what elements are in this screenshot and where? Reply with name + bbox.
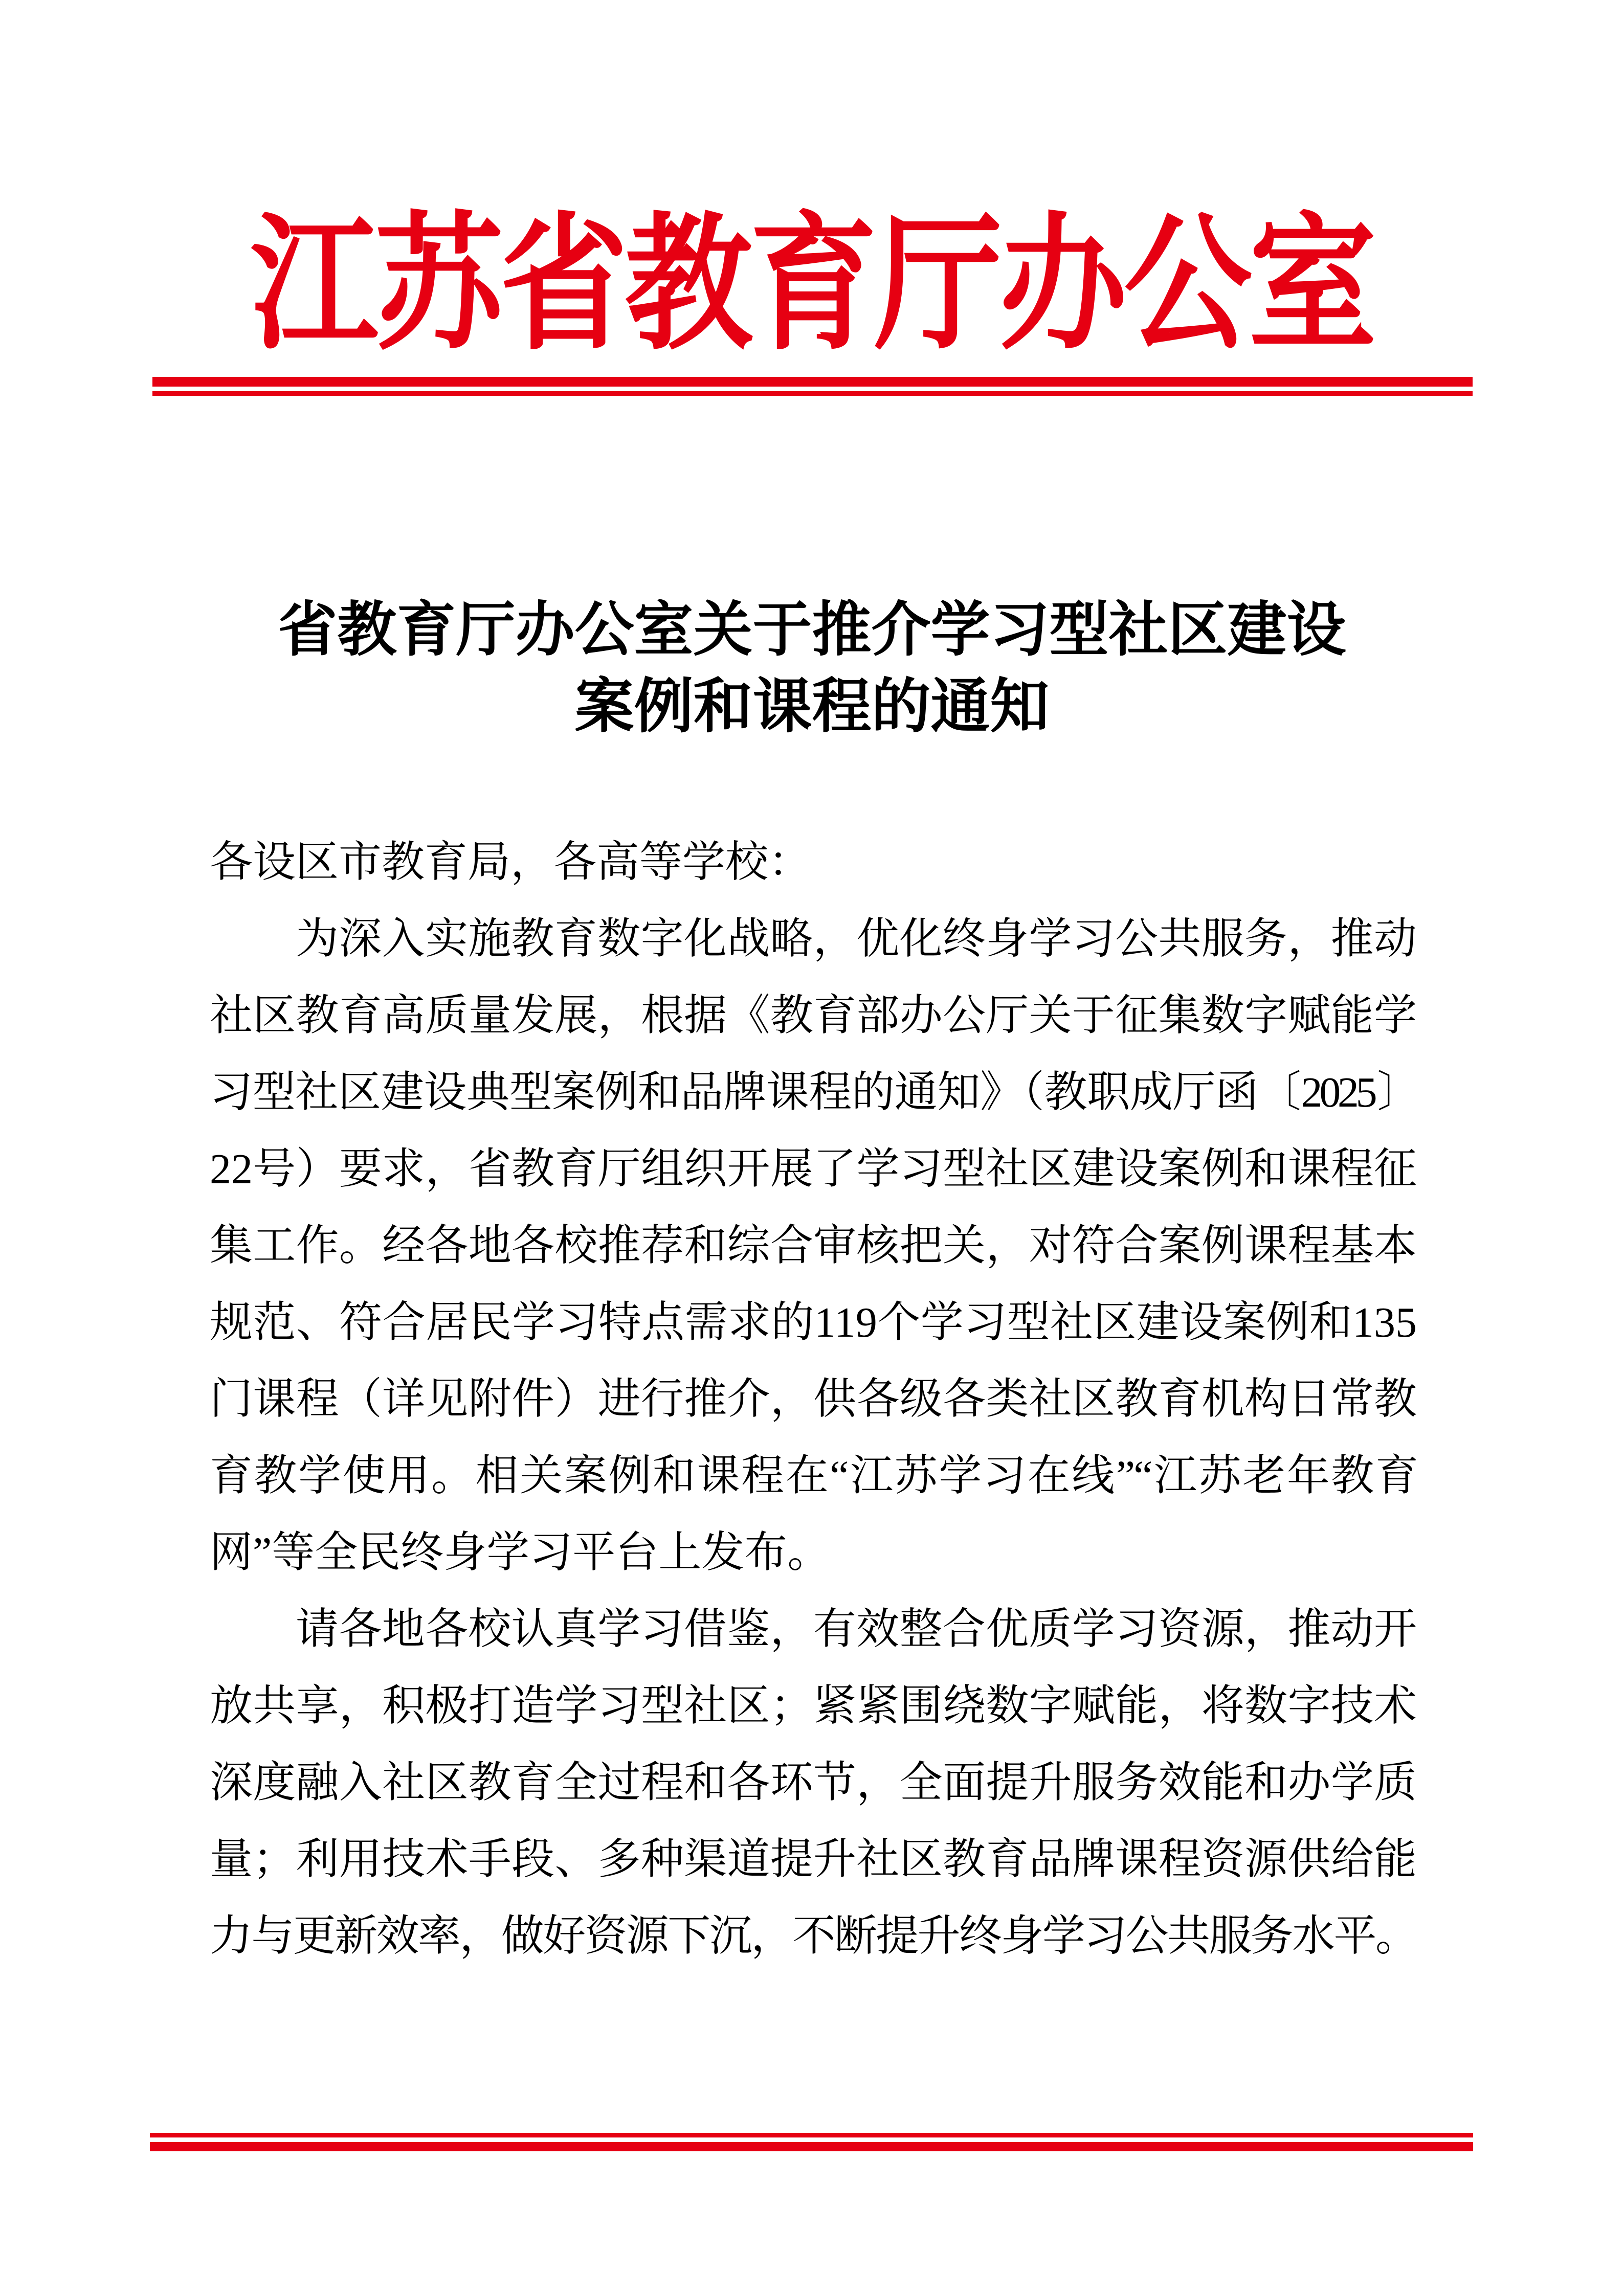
body-line: 集工作。经各地各校推荐和综合审核把关，对符合案例课程基本 (210, 1222, 1417, 1270)
salutation: 各设区市教育局，各高等学校： (210, 839, 812, 886)
body-line: 社区教育高质量发展，根据《教育部办公厅关于征集数字赋能学 (210, 992, 1417, 1040)
footer-rule-thick (150, 2142, 1473, 2151)
body-line: 深度融入社区教育全过程和各环节，全面提升服务效能和办学质 (210, 1759, 1417, 1807)
letterhead-rule-thick (152, 377, 1473, 387)
body-line: 为深入实施教育数字化战略，优化终身学习公共服务，推动 (296, 915, 1417, 963)
letterhead-rule-thin (152, 391, 1473, 396)
body-line: 力与更新效率，做好资源下沉，不断提升终身学习公共服务水平。 (210, 1912, 1417, 1960)
body-line: 放共享，积极打造学习型社区；紧紧围绕数字赋能，将数字技术 (210, 1682, 1417, 1730)
body-line: 习型社区建设典型案例和品牌课程的通知》（教职成厅函〔2025〕 (210, 1069, 1417, 1116)
footer-rule-thin (150, 2133, 1473, 2137)
body-line: 网”等全民终身学习平台上发布。 (210, 1529, 831, 1577)
body-line: 规范、符合居民学习特点需求的119个学习型社区建设案例和135 (210, 1299, 1417, 1346)
body-line: 请各地各校认真学习借鉴，有效整合优质学习资源，推动开 (296, 1606, 1417, 1653)
document-title (0, 592, 1624, 746)
document-title-line-2: 案例和课程的通知 (574, 674, 1050, 740)
body-line: 门课程（详见附件）进行推介，供各级各类社区教育机构日常教 (210, 1376, 1417, 1423)
body-line: 育教学使用。相关案例和课程在“江苏学习在线”“江苏老年教育 (210, 1452, 1417, 1500)
body-line: 22号）要求，省教育厅组织开展了学习型社区建设案例和课程征 (210, 1145, 1417, 1193)
document-body (210, 824, 1417, 1975)
issuing-agency-name: 江苏省教育厅办公室 (250, 205, 1374, 368)
document-title-line-1: 省教育厅办公室关于推介学习型社区建设 (278, 598, 1346, 663)
body-line: 量；利用技术手段、多种渠道提升社区教育品牌课程资源供给能 (210, 1836, 1417, 1883)
